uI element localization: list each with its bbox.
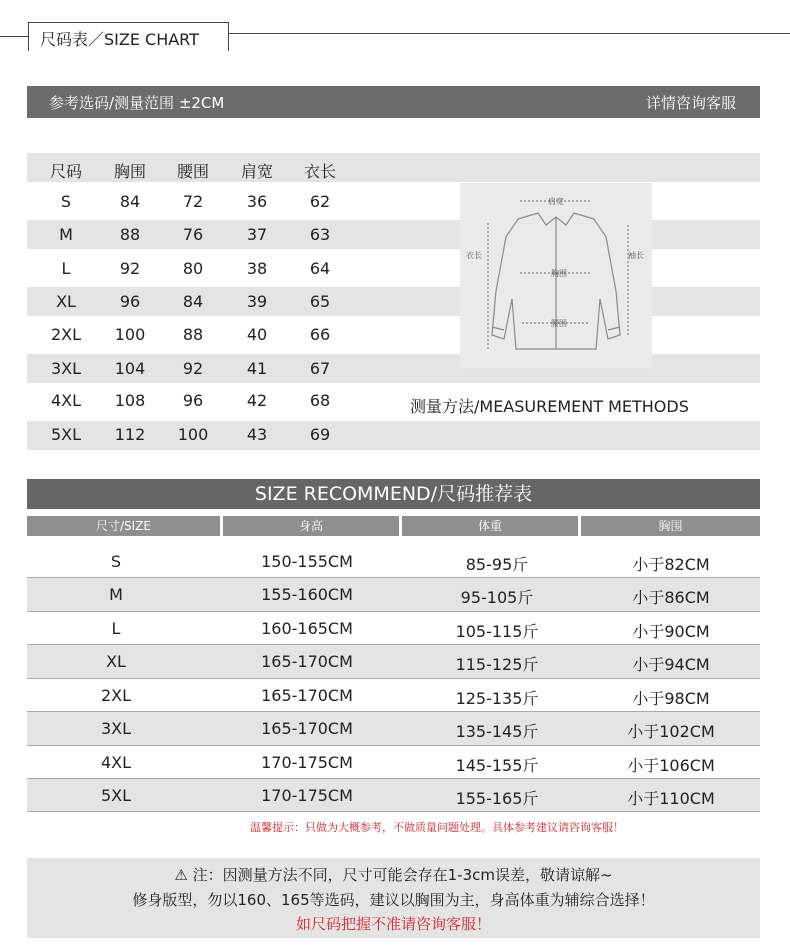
header-rule-right xyxy=(228,33,790,34)
measure-cell: 68 xyxy=(309,391,331,410)
recommend-cell: 105-115斤 xyxy=(455,622,539,641)
measure-cell: 72 xyxy=(182,192,204,211)
recommend-header-size: 尺寸/SIZE xyxy=(27,516,220,536)
recommend-row xyxy=(27,545,760,578)
measure-cell: 92 xyxy=(182,359,204,378)
measure-cell: 76 xyxy=(182,225,204,244)
recommend-row xyxy=(27,612,760,645)
recommend-cell: 85-95斤 xyxy=(465,555,529,574)
recommend-cell: 165-170CM xyxy=(261,719,353,738)
recommend-cell: 2XL xyxy=(100,686,132,705)
measure-cell: 67 xyxy=(309,359,331,378)
recommend-cell: 小于86CM xyxy=(632,588,710,607)
recommend-cell: 145-155斤 xyxy=(455,756,539,775)
header-rule-left xyxy=(0,36,28,37)
measure-cell: 100 xyxy=(177,425,209,444)
diagram-label-sleeve: 袖长 xyxy=(628,251,644,260)
measure-cell: 66 xyxy=(309,325,331,344)
recommend-cell: 小于98CM xyxy=(632,689,710,708)
recommend-cell: 小于110CM xyxy=(627,789,715,808)
warm-tip-text: 温馨提示：只做为大概参考，不做质量问题处理。具体参考建议请咨询客服！ xyxy=(250,821,624,834)
diagram-label-shoulder: 肩宽 xyxy=(548,197,564,206)
measure-cell: 4XL xyxy=(50,391,82,410)
measure-cell: 112 xyxy=(114,425,146,444)
measure-cell: 104 xyxy=(114,359,146,378)
measure-header-length: 衣长 xyxy=(303,162,336,181)
recommend-title-bar: SIZE RECOMMEND/尺码推荐表 xyxy=(27,479,760,509)
measure-cell: L xyxy=(61,259,71,278)
recommend-cell: 160-165CM xyxy=(261,619,353,638)
recommend-row xyxy=(27,712,760,745)
notice-line-fit: 修身版型，勿以160、165等选码，建议以胸围为主，身高体重为辅综合选择！ xyxy=(132,891,655,909)
measure-cell: 3XL xyxy=(50,359,82,378)
consult-service-text: 详情咨询客服 xyxy=(645,94,736,112)
measure-cell: 37 xyxy=(246,225,268,244)
measure-cell: 96 xyxy=(182,391,204,410)
recommend-cell: 5XL xyxy=(100,786,132,805)
measure-cell: 100 xyxy=(114,325,146,344)
recommend-cell: 155-165斤 xyxy=(455,789,539,808)
measure-cell: 65 xyxy=(309,292,331,311)
recommend-cell: L xyxy=(111,619,121,638)
measure-cell: 64 xyxy=(309,259,331,278)
measure-cell: 43 xyxy=(246,425,268,444)
recommend-row xyxy=(27,779,760,812)
recommend-cell: M xyxy=(109,585,123,604)
notice-line-consult: 如尺码把握不准请咨询客服！ xyxy=(295,915,491,933)
measure-cell: 92 xyxy=(119,259,141,278)
measure-cell: 96 xyxy=(119,292,141,311)
recommend-cell: 150-155CM xyxy=(261,552,353,571)
measurement-diagram xyxy=(460,183,652,369)
measure-cell: M xyxy=(59,225,73,244)
header-title-tab xyxy=(28,22,229,51)
recommend-cell: 170-175CM xyxy=(261,786,353,805)
row-divider xyxy=(27,811,760,812)
diagram-label-chest: 胸围 xyxy=(551,269,567,278)
recommend-cell: 170-175CM xyxy=(261,753,353,772)
recommend-row xyxy=(27,578,760,611)
shirt-outline-icon xyxy=(460,183,652,369)
measure-cell: 88 xyxy=(182,325,204,344)
page-title: 尺码表／SIZE CHART xyxy=(40,30,199,49)
measure-cell: 80 xyxy=(182,259,204,278)
recommend-cell: 165-170CM xyxy=(261,686,353,705)
recommend-cell: XL xyxy=(106,652,126,671)
recommend-header-weight: 体重 xyxy=(402,516,578,536)
notice-line-error: ⚠ 注：因测量方法不同，尺寸可能会存在1-3cm误差，敬请谅解~ xyxy=(174,866,613,884)
measure-cell: 42 xyxy=(246,391,268,410)
recommend-header-chest: 胸围 xyxy=(581,516,760,536)
measurement-methods-caption: 测量方法/MEASUREMENT METHODS xyxy=(410,397,689,416)
measure-cell: 5XL xyxy=(50,425,82,444)
measure-cell: 88 xyxy=(119,225,141,244)
recommend-row xyxy=(27,679,760,712)
measure-cell: 39 xyxy=(246,292,268,311)
measure-cell: 69 xyxy=(309,425,331,444)
measure-cell: XL xyxy=(56,292,76,311)
recommend-cell: 小于102CM xyxy=(627,722,715,741)
recommend-cell: 小于94CM xyxy=(632,655,710,674)
measure-header-shoulder: 肩宽 xyxy=(240,162,273,181)
recommend-cell: 125-135斤 xyxy=(455,689,539,708)
measure-header-size: 尺码 xyxy=(49,162,82,181)
reference-range-text: 参考选码/测量范围 ±2CM xyxy=(49,94,225,112)
measure-cell: 84 xyxy=(119,192,141,211)
measure-cell: 36 xyxy=(246,192,268,211)
recommend-row xyxy=(27,645,760,678)
recommend-cell: 小于90CM xyxy=(632,622,710,641)
measure-header-waist: 腰围 xyxy=(176,162,209,181)
recommend-cell: 115-125斤 xyxy=(455,655,539,674)
recommend-cell: 165-170CM xyxy=(261,652,353,671)
reference-bar xyxy=(27,86,760,118)
measure-cell: 62 xyxy=(309,192,331,211)
recommend-cell: 95-105斤 xyxy=(460,588,534,607)
measure-cell: 41 xyxy=(246,359,268,378)
measure-cell: 40 xyxy=(246,325,268,344)
measure-cell: 108 xyxy=(114,391,146,410)
recommend-header-height: 身高 xyxy=(223,516,399,536)
recommend-cell: 155-160CM xyxy=(261,585,353,604)
recommend-cell: 小于82CM xyxy=(632,555,710,574)
measure-cell: 84 xyxy=(182,292,204,311)
diagram-label-waist: 腰围 xyxy=(551,319,567,328)
recommend-cell: S xyxy=(110,552,122,571)
diagram-label-length: 衣长 xyxy=(466,251,482,260)
recommend-cell: 4XL xyxy=(100,753,132,772)
measure-cell: 38 xyxy=(246,259,268,278)
notice-box xyxy=(27,858,760,938)
recommend-row xyxy=(27,746,760,779)
recommend-cell: 3XL xyxy=(100,719,132,738)
recommend-cell: 小于106CM xyxy=(627,756,715,775)
measure-cell: S xyxy=(60,192,72,211)
recommend-cell: 135-145斤 xyxy=(455,722,539,741)
measure-cell: 63 xyxy=(309,225,331,244)
measure-header-chest: 胸围 xyxy=(113,162,146,181)
measure-cell: 2XL xyxy=(50,325,82,344)
